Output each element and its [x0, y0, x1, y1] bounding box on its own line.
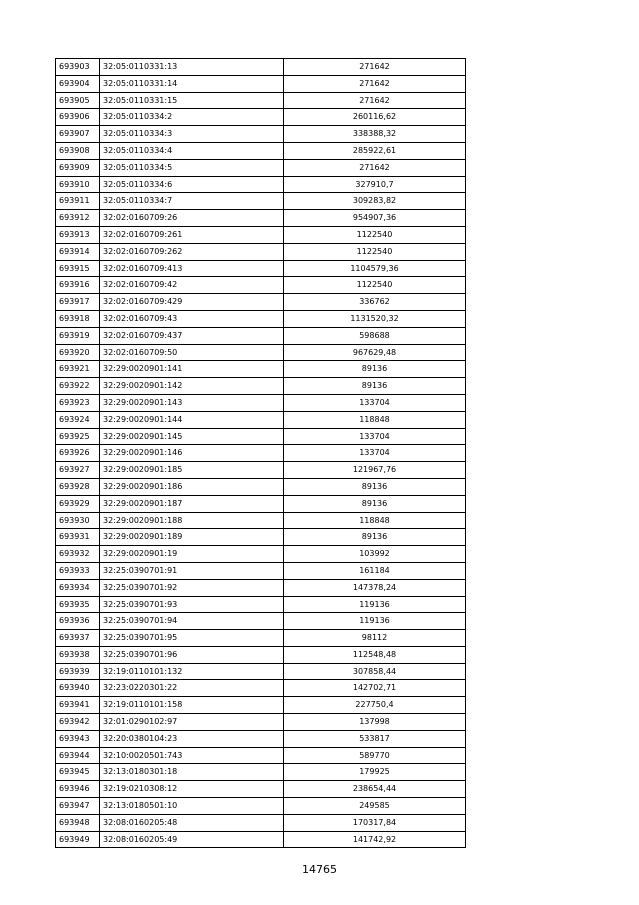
value-cell: 1122540 — [284, 277, 466, 294]
row-id-cell: 693932 — [56, 546, 100, 563]
row-id-cell: 693905 — [56, 92, 100, 109]
row-id-cell: 693946 — [56, 781, 100, 798]
row-id-cell: 693925 — [56, 428, 100, 445]
table-body — [56, 59, 466, 848]
value-cell: 227750,4 — [284, 697, 466, 714]
cadastral-number-cell: 32:25:0390701:91 — [100, 562, 284, 579]
table-row — [56, 512, 466, 529]
table-row — [56, 714, 466, 731]
value-cell: 179925 — [284, 764, 466, 781]
value-cell: 327910,7 — [284, 176, 466, 193]
row-id-cell: 693938 — [56, 646, 100, 663]
cadastral-number-cell: 32:02:0160709:26 — [100, 210, 284, 227]
value-cell: 89136 — [284, 495, 466, 512]
row-id-cell: 693942 — [56, 714, 100, 731]
value-cell: 238654,44 — [284, 781, 466, 798]
table-row — [56, 646, 466, 663]
row-id-cell: 693915 — [56, 260, 100, 277]
row-id-cell: 693903 — [56, 59, 100, 76]
cadastral-number-cell: 32:25:0390701:93 — [100, 596, 284, 613]
value-cell: 119136 — [284, 613, 466, 630]
value-cell: 967629,48 — [284, 344, 466, 361]
row-id-cell: 693941 — [56, 697, 100, 714]
value-cell: 89136 — [284, 478, 466, 495]
row-id-cell: 693937 — [56, 630, 100, 647]
table-row — [56, 294, 466, 311]
row-id-cell: 693921 — [56, 361, 100, 378]
value-cell: 307858,44 — [284, 663, 466, 680]
cadastral-number-cell: 32:05:0110331:14 — [100, 75, 284, 92]
table-row — [56, 126, 466, 143]
value-cell: 133704 — [284, 394, 466, 411]
cadastral-number-cell: 32:19:0110101:158 — [100, 697, 284, 714]
cadastral-number-cell: 32:29:0020901:186 — [100, 478, 284, 495]
row-id-cell: 693935 — [56, 596, 100, 613]
cadastral-number-cell: 32:02:0160709:437 — [100, 327, 284, 344]
cadastral-number-cell: 32:29:0020901:188 — [100, 512, 284, 529]
table-row — [56, 226, 466, 243]
cadastral-number-cell: 32:08:0160205:48 — [100, 814, 284, 831]
row-id-cell: 693940 — [56, 680, 100, 697]
value-cell: 271642 — [284, 59, 466, 76]
row-id-cell: 693944 — [56, 747, 100, 764]
row-id-cell: 693914 — [56, 243, 100, 260]
cadastral-number-cell: 32:29:0020901:145 — [100, 428, 284, 445]
row-id-cell: 693936 — [56, 613, 100, 630]
value-cell: 1122540 — [284, 243, 466, 260]
row-id-cell: 693904 — [56, 75, 100, 92]
cadastral-number-cell: 32:29:0020901:185 — [100, 462, 284, 479]
cadastral-number-cell: 32:10:0020501:743 — [100, 747, 284, 764]
table-row — [56, 327, 466, 344]
page-number: 14765 — [302, 863, 337, 876]
table-row — [56, 243, 466, 260]
cadastral-number-cell: 32:02:0160709:50 — [100, 344, 284, 361]
value-cell: 589770 — [284, 747, 466, 764]
table-row — [56, 445, 466, 462]
row-id-cell: 693917 — [56, 294, 100, 311]
table-row — [56, 831, 466, 848]
value-cell: 170317,84 — [284, 814, 466, 831]
table-row — [56, 495, 466, 512]
row-id-cell: 693908 — [56, 142, 100, 159]
value-cell: 309283,82 — [284, 193, 466, 210]
value-cell: 103992 — [284, 546, 466, 563]
table-row — [56, 764, 466, 781]
value-cell: 133704 — [284, 445, 466, 462]
table-row — [56, 260, 466, 277]
cadastral-number-cell: 32:05:0110334:2 — [100, 109, 284, 126]
value-cell: 598688 — [284, 327, 466, 344]
table-row — [56, 59, 466, 76]
cadastral-number-cell: 32:05:0110334:4 — [100, 142, 284, 159]
cadastral-number-cell: 32:25:0390701:95 — [100, 630, 284, 647]
cadastral-number-cell: 32:01:0290102:97 — [100, 714, 284, 731]
table-row — [56, 210, 466, 227]
table-row — [56, 798, 466, 815]
row-id-cell: 693924 — [56, 411, 100, 428]
cadastral-number-cell: 32:05:0110334:5 — [100, 159, 284, 176]
cadastral-number-cell: 32:08:0160205:49 — [100, 831, 284, 848]
table-row — [56, 176, 466, 193]
row-id-cell: 693926 — [56, 445, 100, 462]
cadastral-number-cell: 32:05:0110334:6 — [100, 176, 284, 193]
value-cell: 533817 — [284, 730, 466, 747]
table-row — [56, 663, 466, 680]
value-cell: 271642 — [284, 75, 466, 92]
table-row — [56, 562, 466, 579]
cadastral-number-cell: 32:02:0160709:262 — [100, 243, 284, 260]
table-row — [56, 730, 466, 747]
row-id-cell: 693913 — [56, 226, 100, 243]
value-cell: 141742,92 — [284, 831, 466, 848]
cadastral-number-cell: 32:02:0160709:43 — [100, 310, 284, 327]
cadastral-number-cell: 32:05:0110331:15 — [100, 92, 284, 109]
table-row — [56, 814, 466, 831]
value-cell: 260116,62 — [284, 109, 466, 126]
row-id-cell: 693920 — [56, 344, 100, 361]
table-row — [56, 529, 466, 546]
value-cell: 89136 — [284, 378, 466, 395]
table-row — [56, 109, 466, 126]
value-cell: 147378,24 — [284, 579, 466, 596]
value-cell: 954907,36 — [284, 210, 466, 227]
table-row — [56, 75, 466, 92]
cadastral-number-cell: 32:13:0180501:10 — [100, 798, 284, 815]
table-row — [56, 344, 466, 361]
value-cell: 118848 — [284, 411, 466, 428]
table-row — [56, 142, 466, 159]
cadastral-number-cell: 32:25:0390701:94 — [100, 613, 284, 630]
cadastral-number-cell: 32:02:0160709:413 — [100, 260, 284, 277]
cadastral-value-table — [55, 58, 466, 848]
value-cell: 271642 — [284, 159, 466, 176]
table-row — [56, 596, 466, 613]
row-id-cell: 693945 — [56, 764, 100, 781]
cadastral-number-cell: 32:02:0160709:429 — [100, 294, 284, 311]
table-row — [56, 428, 466, 445]
table-row — [56, 193, 466, 210]
row-id-cell: 693930 — [56, 512, 100, 529]
cadastral-number-cell: 32:29:0020901:141 — [100, 361, 284, 378]
cadastral-number-cell: 32:05:0110331:13 — [100, 59, 284, 76]
table-row — [56, 697, 466, 714]
value-cell: 89136 — [284, 361, 466, 378]
table-row — [56, 92, 466, 109]
table-row — [56, 747, 466, 764]
value-cell: 112548,48 — [284, 646, 466, 663]
row-id-cell: 693943 — [56, 730, 100, 747]
cadastral-number-cell: 32:13:0180301:18 — [100, 764, 284, 781]
row-id-cell: 693948 — [56, 814, 100, 831]
row-id-cell: 693916 — [56, 277, 100, 294]
value-cell: 118848 — [284, 512, 466, 529]
row-id-cell: 693931 — [56, 529, 100, 546]
table-row — [56, 613, 466, 630]
row-id-cell: 693929 — [56, 495, 100, 512]
value-cell: 285922,61 — [284, 142, 466, 159]
value-cell: 142702,71 — [284, 680, 466, 697]
cadastral-number-cell: 32:25:0390701:96 — [100, 646, 284, 663]
row-id-cell: 693907 — [56, 126, 100, 143]
row-id-cell: 693909 — [56, 159, 100, 176]
cadastral-number-cell: 32:02:0160709:261 — [100, 226, 284, 243]
table-row — [56, 478, 466, 495]
cadastral-number-cell: 32:29:0020901:187 — [100, 495, 284, 512]
table-row — [56, 361, 466, 378]
cadastral-number-cell: 32:23:0220301:22 — [100, 680, 284, 697]
table-row — [56, 277, 466, 294]
table-row — [56, 579, 466, 596]
cadastral-number-cell: 32:25:0390701:92 — [100, 579, 284, 596]
row-id-cell: 693922 — [56, 378, 100, 395]
value-cell: 161184 — [284, 562, 466, 579]
value-cell: 1122540 — [284, 226, 466, 243]
value-cell: 133704 — [284, 428, 466, 445]
row-id-cell: 693949 — [56, 831, 100, 848]
value-cell: 89136 — [284, 529, 466, 546]
row-id-cell: 693906 — [56, 109, 100, 126]
value-cell: 119136 — [284, 596, 466, 613]
value-cell: 336762 — [284, 294, 466, 311]
value-cell: 338388,32 — [284, 126, 466, 143]
cadastral-number-cell: 32:29:0020901:146 — [100, 445, 284, 462]
row-id-cell: 693918 — [56, 310, 100, 327]
cadastral-number-cell: 32:29:0020901:144 — [100, 411, 284, 428]
table-row — [56, 394, 466, 411]
row-id-cell: 693933 — [56, 562, 100, 579]
table-row — [56, 462, 466, 479]
row-id-cell: 693919 — [56, 327, 100, 344]
row-id-cell: 693923 — [56, 394, 100, 411]
row-id-cell: 693934 — [56, 579, 100, 596]
row-id-cell: 693939 — [56, 663, 100, 680]
table-row — [56, 378, 466, 395]
value-cell: 249585 — [284, 798, 466, 815]
value-cell: 98112 — [284, 630, 466, 647]
table-row — [56, 411, 466, 428]
row-id-cell: 693927 — [56, 462, 100, 479]
cadastral-number-cell: 32:19:0110101:132 — [100, 663, 284, 680]
cadastral-number-cell: 32:29:0020901:143 — [100, 394, 284, 411]
cadastral-number-cell: 32:05:0110334:7 — [100, 193, 284, 210]
cadastral-number-cell: 32:29:0020901:142 — [100, 378, 284, 395]
table-row — [56, 546, 466, 563]
cadastral-number-cell: 32:05:0110334:3 — [100, 126, 284, 143]
value-cell: 137998 — [284, 714, 466, 731]
cadastral-number-cell: 32:29:0020901:19 — [100, 546, 284, 563]
table-row — [56, 781, 466, 798]
row-id-cell: 693910 — [56, 176, 100, 193]
value-cell: 271642 — [284, 92, 466, 109]
cadastral-number-cell: 32:02:0160709:42 — [100, 277, 284, 294]
value-cell: 121967,76 — [284, 462, 466, 479]
cadastral-number-cell: 32:19:0210308:12 — [100, 781, 284, 798]
value-cell: 1131520,32 — [284, 310, 466, 327]
row-id-cell: 693911 — [56, 193, 100, 210]
table-row — [56, 310, 466, 327]
cadastral-number-cell: 32:29:0020901:189 — [100, 529, 284, 546]
row-id-cell: 693928 — [56, 478, 100, 495]
cadastral-number-cell: 32:20:0380104:23 — [100, 730, 284, 747]
row-id-cell: 693912 — [56, 210, 100, 227]
row-id-cell: 693947 — [56, 798, 100, 815]
table-row — [56, 159, 466, 176]
value-cell: 1104579,36 — [284, 260, 466, 277]
table-row — [56, 680, 466, 697]
table-row — [56, 630, 466, 647]
